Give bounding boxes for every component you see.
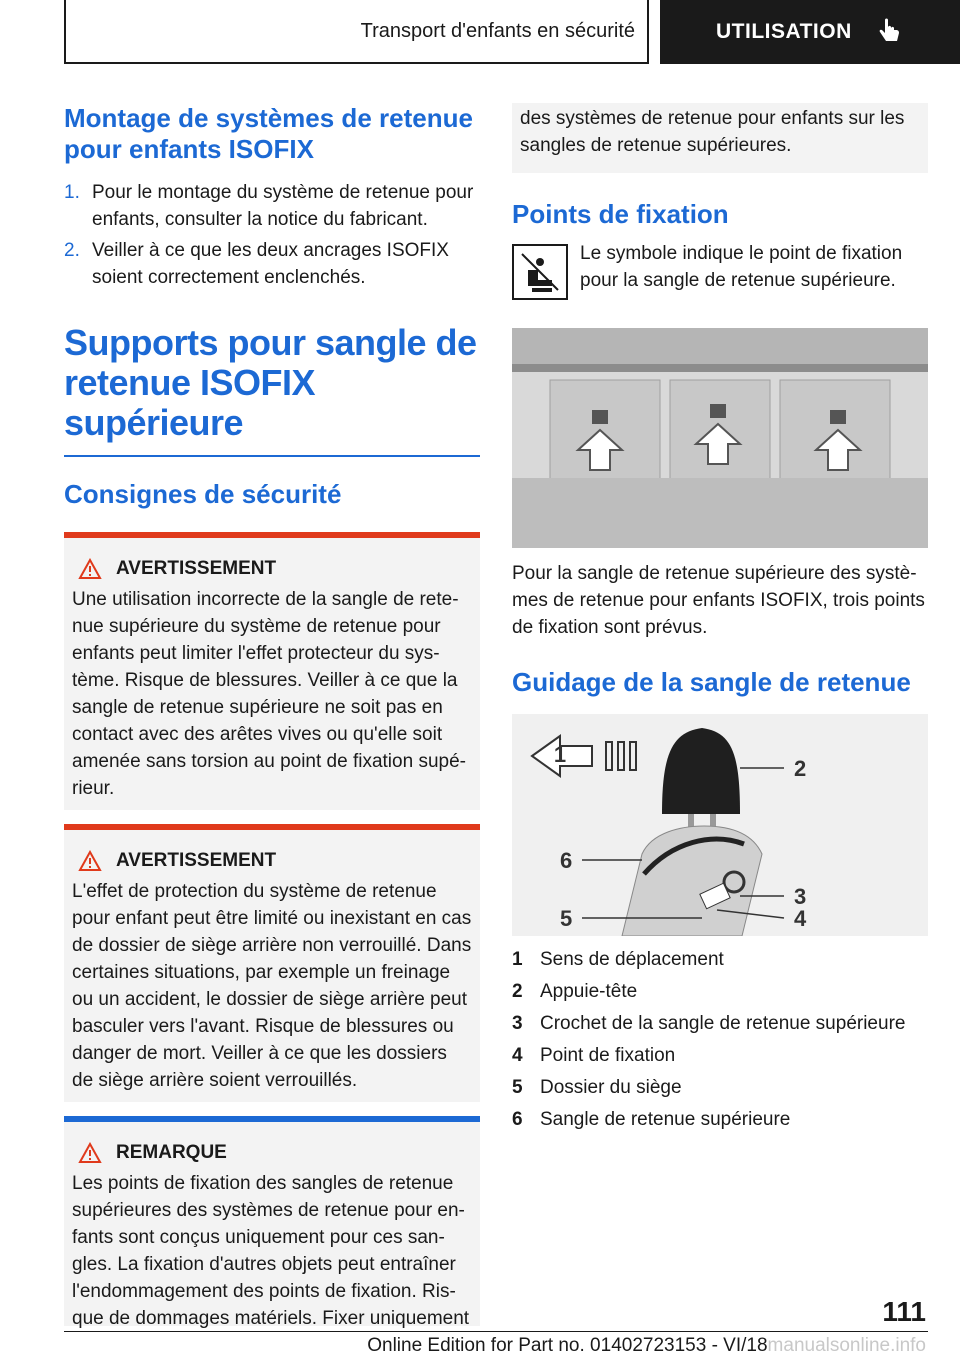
child-seat-anchor-icon [512,244,568,300]
list-item [64,237,480,291]
list-item: 1 Sens de déplacement [512,949,724,970]
warning-triangle-icon [78,1142,102,1164]
step-number: 2. [64,240,80,261]
warning-triangle-icon [78,850,102,872]
list-item: 5 Dossier du siège [512,1077,682,1098]
right-column [512,103,928,1136]
warning-title: AVERTISSEMENT [72,558,472,580]
callout-3: 3 [794,884,807,909]
callout-2: 2 [794,756,807,781]
main-heading-block [64,323,480,457]
symbol-description: Le symbole indique le point de fixation pour la sangle de retenue supérieure. [580,243,903,291]
heading-safety-notes: Consignes de sécurité [64,479,342,509]
edition-text: Online Edition for Part no. 01402723153 - VI/18 [367,1335,768,1356]
list-item: 6 Sangle de retenue supérieure [512,1109,791,1130]
trunk-anchor-points-image [512,328,928,548]
heading-top-tether-supports: Supports pour sangle de retenue ISOFIX supérieure [64,322,477,443]
warning-box-2 [64,824,480,1102]
list-item: 4 Point de fixation [512,1045,676,1066]
diagram-legend [512,944,928,1136]
warning-box-1 [64,532,480,810]
isofix-steps [64,179,480,291]
anchor-points-paragraph: Pour la sangle de retenue supérieure des systè-mes de retenue pour enfants ISOFIX, trois points de fixation sont prévus. [512,563,925,638]
callout-5: 5 [560,906,573,931]
warning-text: L'effet de protection du système de retenue pour enfant peut être limité ou inexistant en cas de dossier de siège arrière non verrouillé. Dans certaines situations, par exemple un freinage ou un accident, le dossier de siège arrière peut basculer vers l'avant. Risque de blessures ou danger de mort. Veiller à ce que les dossiers de siège arrière soient verrouillés. [72,881,472,1091]
callout-4: 4 [794,906,807,931]
running-header-section [64,0,649,64]
footer-edition [367,1335,926,1357]
list-item: 3 Crochet de la sangle de retenue supérieure [512,1013,906,1034]
step-text: Pour le montage du système de retenue pour enfants, consulter la notice du fabricant. [92,182,474,230]
note-title: REMARQUE [72,1142,472,1164]
page-number: 111 [882,1296,926,1327]
note-box-continued [512,103,928,173]
footer-divider [64,1331,928,1332]
pointing-hand-icon [874,17,904,47]
heading-anchor-points: Points de fixation [512,199,729,229]
step-text: Veiller à ce que les deux ancrages ISOFIX soient correctement enclenchés. [92,240,449,288]
callout-1: 1 [553,742,567,767]
left-column [64,103,480,1329]
warning-triangle-icon [78,558,102,580]
list-item [64,179,480,233]
warning-title: AVERTISSEMENT [72,850,472,872]
section-title: Transport d'enfants en sécurité [360,19,635,42]
step-number: 1. [64,182,80,203]
chapter-title: UTILISATION [716,20,852,43]
symbol-row [512,240,928,300]
strap-routing-diagram [512,714,928,936]
note-text-continued: des systèmes de retenue pour enfants sur les sangles de retenue supérieures. [520,108,905,156]
heading-isofix-mounting: Montage de systèmes de retenue pour enfants ISOFIX [64,103,473,164]
heading-strap-routing: Guidage de la sangle de retenue [512,667,911,697]
note-box [64,1116,480,1329]
footer-watermark: manualsonline.info [767,1335,926,1356]
running-header-chapter [660,0,960,64]
list-item: 2 Appuie-tête [512,981,638,1002]
warning-text: Une utilisation incorrecte de la sangle de rete-nue supérieure du système de retenue pour enfants peut limiter l'effet protecteur du sys-tème. Risque de blessures. Veiller à ce que la sangle de retenue supérieure ne soit pas en contact avec des arêtes vives ou qu'elle soit amenée sans torsion au point de fixation supé-rieur. [72,589,466,799]
note-text: Les points de fixation des sangles de retenue supérieures des systèmes de retenue pour en-fants sont conçus uniquement pour ces san-gles. La fixation d'autres objets peut entraîner l'endommagement des points de fixation. Ris-que de dommages matériels. Fixer uniquement [72,1173,470,1329]
callout-6: 6 [560,848,573,873]
